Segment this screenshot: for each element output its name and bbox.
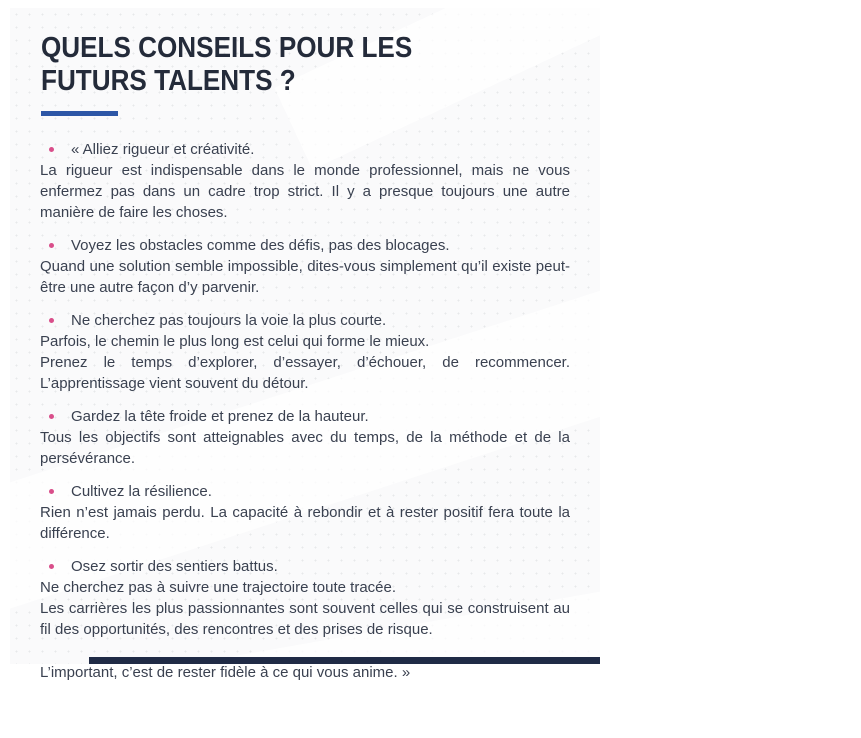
bullet-icon [49, 147, 54, 152]
advice-paragraph: Parfois, le chemin le plus long est celui qui forme le mieux. [40, 333, 430, 350]
advice-heading [40, 406, 570, 427]
list-item [40, 406, 570, 469]
advice-body [40, 502, 570, 544]
advice-body [40, 427, 570, 469]
advice-paragraph: Tous les objectifs sont atteignables avec du temps, de la méthode et de la persévérance. [40, 429, 570, 467]
advice-heading-text: Gardez la tête froide et prenez de la hauteur. [71, 408, 369, 425]
advice-heading-text: « Alliez rigueur et créativité. [71, 141, 255, 158]
advice-paragraph: Rien n’est jamais perdu. La capacité à rebondir et à rester positif fera toute la différence. [40, 504, 570, 542]
advice-heading-text: Ne cherchez pas toujours la voie la plus courte. [71, 312, 387, 329]
advice-heading [40, 556, 570, 577]
page-title-line-2: FUTURS TALENTS ? [41, 65, 296, 97]
advice-list [40, 139, 570, 683]
advice-paragraph: Prenez le temps d’explorer, d’essayer, d’échouer, de recommencer. L’apprentissage vient souvent du détour. [40, 354, 570, 392]
footer-accent-bar [89, 657, 600, 664]
advice-heading-text: Cultivez la résilience. [71, 483, 212, 500]
page-title [41, 32, 600, 98]
advice-heading-text: Voyez les obstacles comme des défis, pas des blocages. [71, 237, 450, 254]
bullet-icon [49, 243, 54, 248]
bullet-icon [49, 489, 54, 494]
advice-paragraph: Les carrières les plus passionnantes sont souvent celles qui se construisent au fil des opportunités, des rencontres et des prises de risque. [40, 600, 570, 638]
list-item [40, 481, 570, 544]
list-item [40, 556, 570, 640]
advice-heading [40, 139, 570, 160]
bullet-icon [49, 564, 54, 569]
advice-paragraph: Ne cherchez pas à suivre une trajectoire toute tracée. [40, 579, 397, 596]
advice-heading [40, 310, 570, 331]
advice-paragraph: Quand une solution semble impossible, dites-vous simplement qu’il existe peut-être une autre façon d’y parvenir. [40, 258, 570, 296]
list-item [40, 235, 570, 298]
bullet-icon [49, 414, 54, 419]
closing-quote: L’important, c’est de rester fidèle à ce qui vous anime. » [40, 664, 411, 681]
advice-heading [40, 235, 570, 256]
list-item [40, 139, 570, 223]
title-accent-underline [41, 111, 118, 116]
advice-body [40, 256, 570, 298]
advice-body [40, 160, 570, 223]
advice-heading-text: Osez sortir des sentiers battus. [71, 558, 278, 575]
page-title-line-1: QUELS CONSEILS POUR LES [41, 32, 413, 64]
list-item [40, 310, 570, 394]
bullet-icon [49, 318, 54, 323]
advice-body [40, 577, 570, 640]
advice-paragraph: La rigueur est indispensable dans le monde professionnel, mais ne vous enfermez pas dans un cadre trop strict. Il y a presque toujours une autre manière de faire les choses. [40, 162, 570, 221]
advice-body [40, 331, 570, 394]
advice-heading [40, 481, 570, 502]
